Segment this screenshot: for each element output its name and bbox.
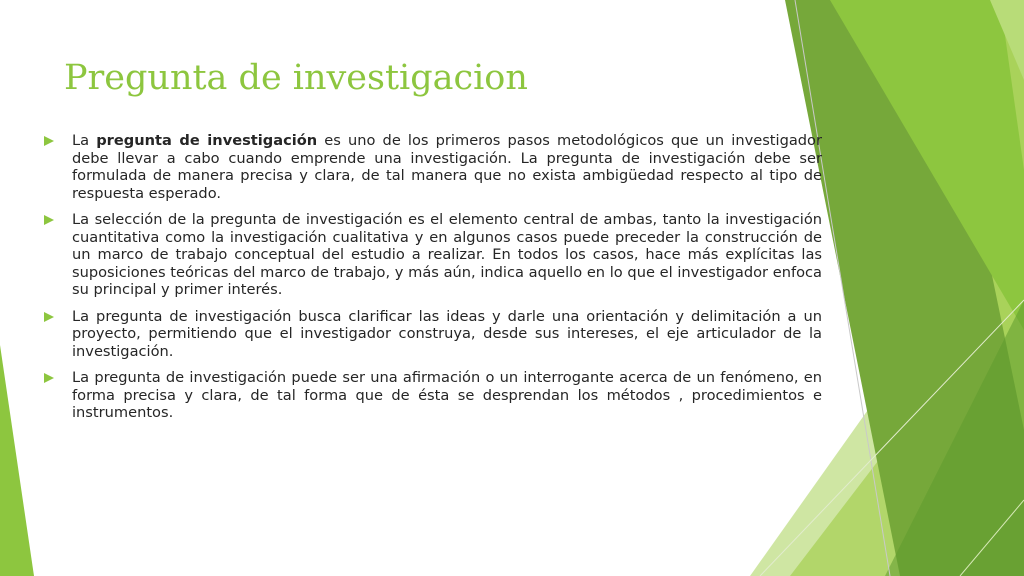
bullet-text: La pregunta de investigación busca clarificar las ideas y darle una orientación y delimitación a un proyecto, permitiendo que el investigador construya, desde sus intereses, el eje articulador de la investigación. (72, 307, 822, 360)
bullet-item (72, 369, 822, 422)
bullet-list (72, 132, 822, 431)
slide-title: Pregunta de investigacion (64, 58, 528, 98)
bullet-emphasis: pregunta de investigación (96, 132, 318, 149)
bullet-item (72, 211, 822, 299)
bullet-item (72, 308, 822, 361)
bullet-text: es uno de los primeros pasos metodológicos que un investigador debe llevar a cabo cuando emprende una investigación. La pregunta de investigación debe ser formulada de manera precisa y clara, de tal manera que no exista ambigüedad respecto al tipo de respuesta esperado. (72, 132, 822, 202)
bullet-arrow-icon (44, 373, 54, 383)
bullet-arrow-icon (44, 215, 54, 225)
bullet-arrow-icon (44, 136, 54, 146)
bullet-text: La selección de la pregunta de investigación es el elemento central de ambas, tanto la investigación cuantitativa como la investigación cualitativa y en algunos casos puede preceder la construcción de un marco de trabajo conceptual del estudio a realizar. En todos los casos, hace más explícitas las suposiciones teóricas del marco de trabajo, y más aún, indica aquello en lo que el investigador enfoca su principal y primer interés. (72, 211, 822, 298)
bullet-arrow-icon (44, 312, 54, 322)
bullet-prefix: La (72, 132, 97, 149)
left-green-sliver (0, 345, 34, 576)
bullet-item (72, 132, 822, 202)
bullet-text: La pregunta de investigación puede ser una afirmación o un interrogante acerca de un fenómeno, en forma precisa y clara, de tal forma que de ésta se desprendan los métodos , procedimientos e instrumentos. (72, 369, 822, 421)
